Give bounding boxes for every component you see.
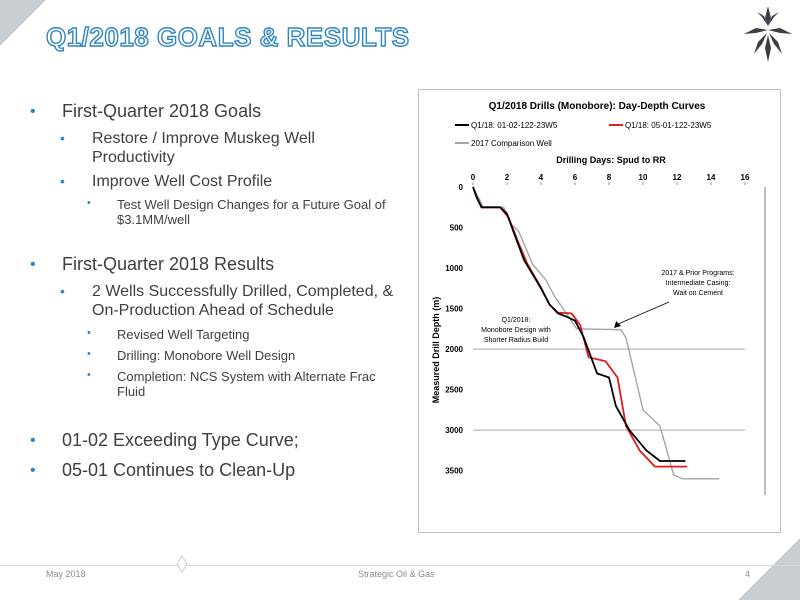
results-heading bbox=[30, 253, 402, 275]
x-tick-label: 6 bbox=[572, 173, 578, 182]
annotation-monobore bbox=[481, 317, 551, 344]
goal-subitem-text: Test Well Design Changes for a Future Goal of $3.1MM/well bbox=[117, 197, 386, 227]
bullet-dot: • bbox=[60, 283, 65, 299]
footer-date: May 2018 bbox=[46, 569, 86, 579]
result-subitem bbox=[30, 327, 402, 342]
chart-title: Q1/2018 Drills (Monobore): Day-Depth Curves bbox=[488, 101, 706, 112]
legend-label: Q1/18: 01-02-122-23W5 bbox=[471, 121, 558, 130]
arrow-head-icon bbox=[614, 321, 621, 328]
goal-text: Improve Well Cost Profile bbox=[92, 173, 273, 190]
goals-heading bbox=[30, 100, 402, 122]
y-tick-label: 3500 bbox=[445, 466, 463, 476]
y-tick-label: 0 bbox=[458, 183, 463, 192]
y-tick-label: 500 bbox=[449, 223, 463, 233]
summary-point bbox=[30, 459, 402, 481]
y-tick-label: 3000 bbox=[445, 426, 463, 436]
annotation-text: Intermediate Casing: bbox=[665, 280, 731, 287]
summary-point bbox=[30, 429, 402, 451]
bullet-dot: • bbox=[30, 462, 36, 479]
bullet-list bbox=[30, 100, 402, 481]
bullet-dot: • bbox=[87, 327, 91, 339]
y-tick-label: 1000 bbox=[445, 264, 463, 274]
annotation-text: Monobore Design with bbox=[481, 327, 551, 334]
x-axis-label: Drilling Days: Spud to RR bbox=[556, 155, 666, 165]
annotation-intermediate-casing bbox=[614, 270, 735, 328]
y-tick-label: 2500 bbox=[445, 385, 463, 395]
goal-text: Restore / Improve Muskeg Well Productivity bbox=[92, 130, 315, 166]
summary-point-text: 01-02 Exceeding Type Curve; bbox=[62, 430, 299, 450]
goals-heading-text: First-Quarter 2018 Goals bbox=[62, 101, 262, 121]
y-tick-label: 1500 bbox=[445, 304, 463, 314]
x-tick-label: 16 bbox=[740, 173, 750, 182]
x-tick-label: 14 bbox=[706, 173, 716, 182]
bullet-dot: • bbox=[60, 130, 65, 146]
bullet-dot: • bbox=[30, 103, 36, 120]
corner-decoration bbox=[0, 0, 46, 46]
company-logo bbox=[740, 4, 796, 66]
footer-company: Strategic Oil & Gas bbox=[358, 569, 435, 579]
result-subitem-text: Completion: NCS System with Alternate Frac Fluid bbox=[117, 369, 376, 399]
day-depth-chart bbox=[419, 90, 780, 532]
y-tick-label: 2000 bbox=[445, 345, 463, 355]
results-heading-text: First-Quarter 2018 Results bbox=[62, 254, 275, 274]
x-tick-label: 2 bbox=[504, 173, 510, 182]
x-tick-label: 0 bbox=[470, 173, 476, 182]
annotation-text: 2017 & Prior Programs: bbox=[661, 270, 735, 277]
goal-item bbox=[30, 172, 402, 191]
goal-item bbox=[30, 129, 402, 167]
page-number: 4 bbox=[745, 569, 751, 579]
bullet-dot: • bbox=[30, 432, 36, 449]
bullet-dot: • bbox=[60, 173, 65, 189]
legend-label: Q1/18: 05-01-122-23W5 bbox=[625, 121, 712, 130]
footer-divider bbox=[0, 565, 800, 566]
summary-point-text: 05-01 Continues to Clean-Up bbox=[62, 460, 296, 480]
legend-label: 2017 Comparison Well bbox=[471, 139, 552, 148]
annotation-text: Wait on Cement bbox=[673, 290, 723, 297]
chart-container bbox=[418, 89, 781, 533]
y-axis-label: Measured Drill Depth (m) bbox=[431, 296, 441, 404]
result-text: 2 Wells Successfully Drilled, Completed, & On-Production Ahead of Schedule bbox=[92, 283, 394, 319]
result-subitem bbox=[30, 348, 402, 363]
x-tick-label: 12 bbox=[672, 173, 682, 182]
annotation-arrow bbox=[618, 302, 669, 324]
annotation-text: Shorter Radius Build bbox=[483, 337, 549, 344]
annotation-text: Q1/2018: bbox=[501, 317, 531, 324]
x-tick-label: 8 bbox=[606, 173, 612, 182]
result-item bbox=[30, 282, 402, 320]
bullet-dot: • bbox=[30, 256, 36, 273]
result-subitem-text: Revised Well Targeting bbox=[117, 327, 250, 342]
bullet-dot: • bbox=[87, 348, 91, 360]
x-tick-label: 10 bbox=[638, 173, 648, 182]
result-subitem-text: Drilling: Monobore Well Design bbox=[117, 348, 296, 363]
slide-title: Q1/2018 GOALS & RESULTS bbox=[46, 22, 410, 52]
bullet-dot: • bbox=[87, 369, 91, 381]
result-subitem bbox=[30, 369, 402, 399]
bullet-dot: • bbox=[87, 197, 91, 209]
x-tick-label: 4 bbox=[538, 173, 544, 182]
diamond-icon bbox=[176, 555, 188, 573]
goal-subitem bbox=[30, 197, 402, 227]
